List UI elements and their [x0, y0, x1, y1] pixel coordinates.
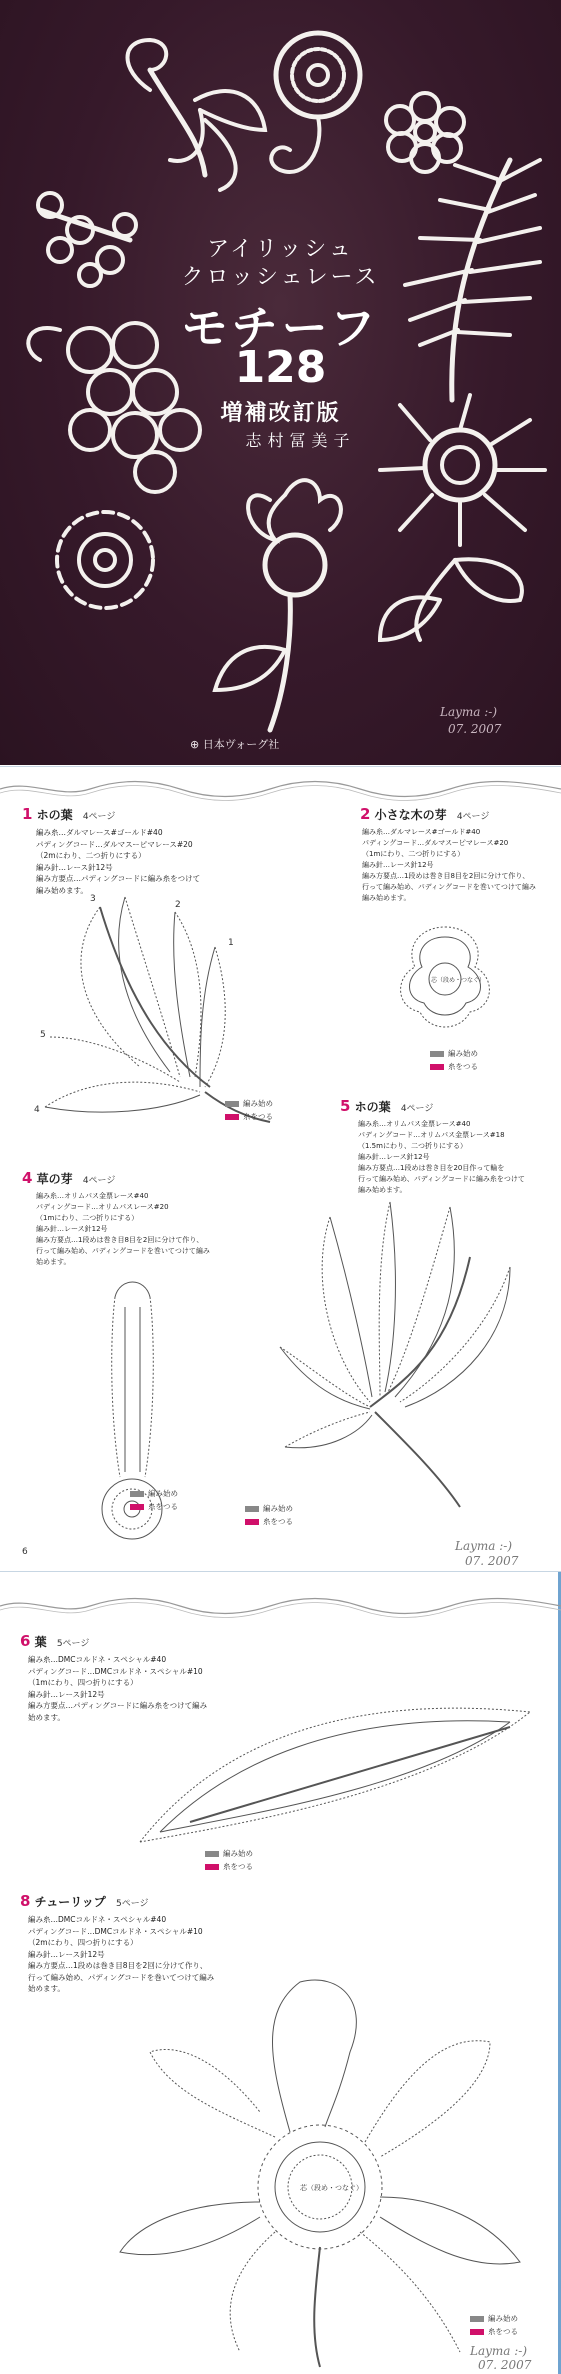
instruction-line: （2mにわり、四つ折りにする）: [28, 1938, 138, 1947]
motif-8-heading: [20, 1892, 149, 1910]
legend-arrow-icon: [205, 1851, 219, 1857]
instruction-line: 編み始めます。: [36, 885, 88, 895]
instruction-line: パディングコード…DMCコルドネ・スペシャル#10: [28, 1666, 203, 1676]
instruction-line: 編み針…レース針12号: [362, 861, 434, 869]
instruction-line: 編み糸…オリムパス金票レース#40: [358, 1120, 471, 1128]
motif-2-heading: [360, 805, 489, 823]
instruction-line: パディングコード…ダルマスーピマレース#20: [36, 839, 193, 849]
motif-6-legend: [205, 1847, 253, 1873]
instruction-line: 編み針…レース針12号: [28, 1689, 105, 1699]
page2-signature-name: Layma :-): [470, 2344, 528, 2358]
instruction-line: 行って編み始め、パディングコードを巻いてつけて編み: [362, 883, 536, 891]
instruction-line: 編み方要点…パディングコードに編み糸をつけて編み: [28, 1701, 208, 1710]
legend-start: 編み始め: [245, 1502, 293, 1515]
motif-page-ref: 4ページ: [82, 812, 116, 822]
motif-8-legend: [470, 2312, 518, 2338]
legend-cut: 糸をつる: [470, 2325, 518, 2338]
motif-title: ホの葉: [36, 808, 73, 822]
cover-signature-name: Layma :-): [440, 705, 498, 719]
lace-tulip-motif: [215, 480, 341, 730]
motif-6-heading: [20, 1632, 89, 1650]
diagram-center-label: 芯（段め・つなぐ）: [431, 977, 486, 984]
instruction-line: 編み針…レース針12号: [28, 1949, 105, 1959]
publisher-logo-icon: ⊕: [190, 738, 200, 751]
motif-number: 8: [20, 1892, 31, 1910]
legend-arrow-icon: [470, 2329, 484, 2335]
instruction-line: 編み方要点…1段めは巻き目8目を2回に分けて作り、: [36, 1236, 204, 1244]
motif-title: 葉: [34, 1635, 47, 1649]
instruction-line: 編み糸…オリムパス金票レース#40: [36, 1192, 149, 1200]
legend-arrow-icon: [430, 1064, 444, 1070]
instruction-line: 編み方要点…パディングコードに編み糸をつけて: [36, 874, 201, 883]
instruction-line: 編み針…レース針12号: [36, 862, 113, 872]
motif-page-ref: 5ページ: [115, 1899, 149, 1909]
motif-number: 6: [20, 1632, 31, 1650]
motif-5-legend: [245, 1502, 293, 1528]
legend-arrow-icon: [225, 1101, 239, 1107]
motif-1-heading: [22, 805, 115, 823]
motif-6-crochet-diagram: [130, 1672, 550, 1862]
legend-cut: 糸をつる: [245, 1515, 293, 1528]
motif-4-legend: [130, 1487, 178, 1513]
motif-1-crochet-diagram: [30, 887, 330, 1147]
page-number: 6: [22, 1547, 28, 1557]
legend-arrow-icon: [470, 2316, 484, 2322]
page2-signature-date: 07. 2007: [478, 2358, 532, 2372]
motif-number: 1: [22, 805, 33, 823]
instruction-line: 編み針…レース針12号: [36, 1225, 108, 1233]
motif-title: 小さな木の芽: [374, 808, 447, 822]
instruction-line: 始めます。: [28, 1984, 65, 1993]
instruction-line: 編み糸…DMCコルドネ・スペシャル#40: [28, 1655, 167, 1664]
motif-2-instructions: [362, 827, 536, 904]
instruction-line: 編み方要点…1段めは巻き目8目を2回に分けて作り、: [362, 872, 530, 880]
motif-2-legend: [430, 1047, 478, 1073]
motif-5-instructions: [358, 1119, 525, 1196]
cover-edition: 増補改訂版: [220, 401, 341, 426]
motif-number: 5: [340, 1097, 351, 1115]
instruction-line: 編み糸…ダルマレース#ゴールド#40: [362, 828, 481, 836]
cover-signature-date: 07. 2007: [448, 722, 502, 736]
instruction-line: 編み始めます。: [358, 1186, 407, 1194]
instruction-line: （2mにわり、二つ折りにする）: [36, 851, 146, 860]
instruction-line: パディングコード…DMCコルドネ・スペシャル#10: [28, 1926, 203, 1936]
motif-4-heading: [22, 1169, 115, 1187]
diagram-label: 5: [40, 1030, 46, 1040]
legend-cut: 糸をつる: [225, 1110, 273, 1123]
motif-5-heading: [340, 1097, 433, 1115]
instruction-line: 編み方要点…1段めは巻き目8目を2回に分けて作り、: [28, 1961, 208, 1970]
instruction-line: （1mにわり、四つ折りにする）: [28, 1678, 138, 1687]
instruction-line: （1mにわり、二つ折りにする）: [362, 850, 465, 858]
diagram-label: 2: [175, 900, 181, 910]
instruction-line: 編み始めます。: [362, 894, 411, 902]
instruction-line: パディングコード…オリムパス金票レース#18: [358, 1131, 505, 1139]
instruction-line: 行って編み始め、パディングコードに編み糸をつけて: [358, 1175, 525, 1183]
motif-page-ref: 4ページ: [456, 812, 490, 822]
lace-rosette-motif: [57, 512, 153, 608]
diagram-center-label: 芯（段め・つなぐ）: [300, 2184, 363, 2192]
instruction-line: 行って編み始め、パディングコードを巻いてつけて編み: [28, 1972, 215, 1982]
instruction-line: （1.5mにわり、二つ折りにする）: [358, 1142, 467, 1150]
instruction-line: 編み方要点…1段めは巻き目を20目作って輪を: [358, 1164, 505, 1172]
instruction-line: 始めます。: [28, 1712, 65, 1722]
legend-arrow-icon: [205, 1864, 219, 1870]
motif-page-ref: 4ページ: [400, 1104, 434, 1114]
page1-signature-date: 07. 2007: [465, 1554, 519, 1568]
book-cover: [0, 0, 561, 765]
legend-cut: 糸をつる: [430, 1060, 478, 1073]
motif-title: 草の芽: [36, 1172, 73, 1186]
decorative-header-border: [0, 777, 561, 801]
legend-arrow-icon: [430, 1051, 444, 1057]
instruction-line: 編み針…レース針12号: [358, 1153, 430, 1161]
motif-page-ref: 4ページ: [82, 1176, 116, 1186]
lace-leaf-curl-motif: [128, 40, 266, 190]
instruction-line: パディングコード…オリムパスレース#20: [36, 1203, 169, 1211]
motif-number: 4: [22, 1169, 33, 1187]
page1-signature-name: Layma :-): [455, 1539, 513, 1553]
cover-title-line2: クロッシェレース: [181, 265, 380, 290]
legend-cut: 糸をつる: [205, 1860, 253, 1873]
motif-title: ホの葉: [354, 1100, 391, 1114]
motif-1-instructions: [36, 827, 200, 896]
motif-4-instructions: [36, 1191, 210, 1268]
instruction-line: 始めます。: [36, 1258, 71, 1266]
cover-title-line1: アイリッシュ: [207, 237, 354, 262]
diagram-label: 3: [90, 894, 96, 904]
legend-start: 編み始め: [225, 1097, 273, 1110]
cover-publisher: ⊕ 日本ヴォーグ社: [190, 738, 280, 751]
lace-small-flower-motif: [386, 93, 464, 172]
instruction-line: （1mにわり、二つ折りにする）: [36, 1214, 139, 1222]
pattern-page-1: [0, 766, 561, 1571]
legend-cut: 糸をつる: [130, 1500, 178, 1513]
motif-page-ref: 5ページ: [56, 1639, 90, 1649]
lace-round-flower-motif: [271, 33, 360, 172]
lace-three-leaf-motif: [380, 559, 522, 640]
motif-number: 2: [360, 805, 371, 823]
legend-start: 編み始め: [130, 1487, 178, 1500]
legend-arrow-icon: [245, 1506, 259, 1512]
instruction-line: 編み糸…DMCコルドネ・スペシャル#40: [28, 1915, 167, 1924]
cover-author: 志村冨美子: [245, 431, 356, 450]
instruction-line: パディングコード…ダルマスーピマレース#20: [362, 839, 509, 847]
legend-arrow-icon: [130, 1504, 144, 1510]
cover-title-main: モチーフ: [181, 301, 380, 355]
instruction-line: 行って編み始め、パディングコードを巻いてつけて編み: [36, 1247, 210, 1255]
diagram-label: 4: [34, 1105, 40, 1115]
legend-start: 編み始め: [430, 1047, 478, 1060]
instruction-line: 編み糸…ダルマレース#ゴールド#40: [36, 828, 163, 837]
legend-arrow-icon: [130, 1491, 144, 1497]
motif-1-legend: [225, 1097, 273, 1123]
legend-start: 編み始め: [470, 2312, 518, 2325]
legend-arrow-icon: [245, 1519, 259, 1525]
legend-start: 編み始め: [205, 1847, 253, 1860]
legend-arrow-icon: [225, 1114, 239, 1120]
motif-2-crochet-diagram: [390, 917, 500, 1037]
motif-5-crochet-diagram: [270, 1197, 550, 1517]
cover-title-number: 128: [234, 342, 327, 393]
motif-title: チューリップ: [34, 1895, 106, 1909]
decorative-header-border: [0, 1594, 561, 1618]
diagram-label: 1: [228, 938, 234, 948]
pattern-page-2: [0, 1571, 561, 2374]
